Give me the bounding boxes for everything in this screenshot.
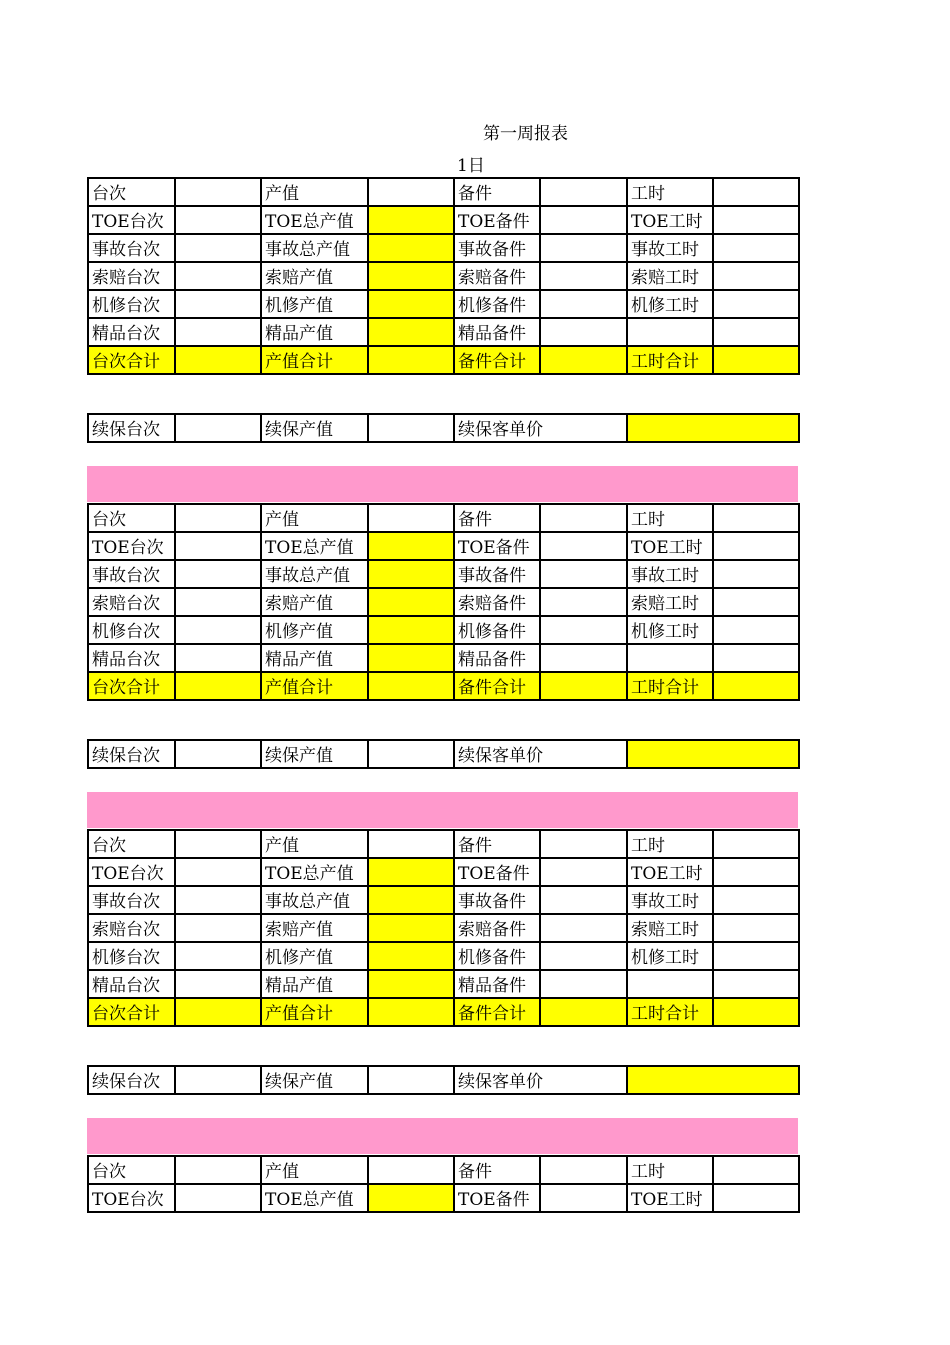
table-row-claim [88,588,799,616]
summary-table-4 [87,1155,800,1213]
cell-value[interactable] [540,1156,627,1184]
cell-value[interactable] [540,914,627,942]
cell-value[interactable] [713,532,799,560]
cell-value[interactable] [175,504,261,532]
cell-label: 事故总产值 [261,234,368,262]
table-row-header [88,830,799,858]
cell-label: TOE总产值 [261,532,368,560]
cell-label [627,318,713,346]
cell-label: 索赔工时 [627,588,713,616]
cell-label: 索赔产值 [261,914,368,942]
cell-label: 产值 [261,178,368,206]
cell-value[interactable] [713,970,799,998]
cell-label: 台次合计 [88,998,175,1026]
cell-value[interactable] [175,414,261,442]
cell-label: TOE备件 [454,206,540,234]
cell-value[interactable] [713,318,799,346]
cell-label: 事故工时 [627,234,713,262]
cell-label: TOE台次 [88,206,175,234]
cell-value[interactable] [540,318,627,346]
cell-value-highlight[interactable] [368,1184,454,1212]
cell-label: 台次 [88,178,175,206]
cell-value[interactable] [175,1184,261,1212]
cell-label: 机修工时 [627,290,713,318]
cell-label: 工时 [627,178,713,206]
cell-value[interactable] [713,262,799,290]
cell-value[interactable] [540,998,627,1026]
table-row-header [88,1156,799,1184]
cell-value-highlight[interactable] [368,318,454,346]
cell-value-highlight[interactable] [627,1066,799,1094]
cell-label: 精品产值 [261,644,368,672]
cell-label: 工时合计 [627,346,713,374]
cell-value[interactable] [368,178,454,206]
cell-value-highlight[interactable] [368,914,454,942]
cell-value[interactable] [713,290,799,318]
cell-label: 备件合计 [454,998,540,1026]
cell-label: 产值合计 [261,672,368,700]
section-separator [87,466,798,502]
table-row-accident [88,886,799,914]
cell-value[interactable] [713,560,799,588]
cell-label [627,644,713,672]
cell-value[interactable] [540,942,627,970]
cell-value-highlight[interactable] [368,970,454,998]
cell-value[interactable] [540,970,627,998]
cell-value[interactable] [540,206,627,234]
cell-label: 事故工时 [627,886,713,914]
table-row-total [88,998,799,1026]
cell-value[interactable] [540,1184,627,1212]
cell-value[interactable] [713,346,799,374]
table-row-renewal [88,740,799,768]
cell-value[interactable] [175,346,261,374]
cell-value[interactable] [540,234,627,262]
cell-label: 精品备件 [454,970,540,998]
cell-value[interactable] [175,262,261,290]
cell-value[interactable] [713,206,799,234]
cell-value[interactable] [713,830,799,858]
cell-value[interactable] [540,532,627,560]
cell-value[interactable] [713,588,799,616]
cell-label: TOE台次 [88,532,175,560]
cell-value-highlight[interactable] [368,234,454,262]
cell-value[interactable] [175,644,261,672]
cell-value[interactable] [175,588,261,616]
cell-value[interactable] [713,886,799,914]
cell-label: 索赔产值 [261,262,368,290]
cell-label: 事故备件 [454,560,540,588]
cell-value-highlight[interactable] [368,886,454,914]
table-row-renewal [88,414,799,442]
cell-value[interactable] [175,616,261,644]
cell-label: 台次 [88,1156,175,1184]
cell-label: 产值合计 [261,998,368,1026]
cell-label: 精品台次 [88,644,175,672]
cell-value-highlight[interactable] [368,532,454,560]
cell-value[interactable] [175,886,261,914]
cell-label: 事故工时 [627,560,713,588]
table-row-repair [88,942,799,970]
cell-value[interactable] [175,560,261,588]
cell-label: 备件 [454,1156,540,1184]
renewal-table-2 [87,739,800,769]
cell-label: 索赔台次 [88,914,175,942]
table-row-header [88,178,799,206]
cell-label: 精品产值 [261,318,368,346]
cell-value[interactable] [713,1156,799,1184]
cell-label: 机修工时 [627,942,713,970]
cell-value[interactable] [175,970,261,998]
cell-label: 续保台次 [88,740,175,768]
cell-value[interactable] [368,998,454,1026]
table-row-boutique [88,970,799,998]
cell-value[interactable] [540,886,627,914]
cell-value-highlight[interactable] [368,262,454,290]
cell-label: 精品备件 [454,644,540,672]
table-row-claim [88,262,799,290]
cell-value[interactable] [175,290,261,318]
cell-label: 工时 [627,1156,713,1184]
cell-label: 机修台次 [88,942,175,970]
cell-label: TOE工时 [627,206,713,234]
cell-value-highlight[interactable] [368,560,454,588]
cell-label: 产值合计 [261,346,368,374]
cell-value[interactable] [368,346,454,374]
cell-label: 备件合计 [454,672,540,700]
table-row-toe [88,532,799,560]
cell-value[interactable] [368,1156,454,1184]
cell-value[interactable] [175,206,261,234]
cell-label: 事故总产值 [261,560,368,588]
cell-label: 产值 [261,504,368,532]
cell-value-highlight[interactable] [368,644,454,672]
summary-table-1 [87,177,800,375]
cell-value[interactable] [713,672,799,700]
table-row-repair [88,616,799,644]
cell-label: 工时合计 [627,672,713,700]
table-row-accident [88,560,799,588]
cell-label: 索赔工时 [627,262,713,290]
cell-label: 机修备件 [454,942,540,970]
cell-label: 产值 [261,1156,368,1184]
cell-value[interactable] [540,588,627,616]
cell-label: 台次合计 [88,672,175,700]
cell-label: 索赔工时 [627,914,713,942]
table-row-claim [88,914,799,942]
cell-label: 精品备件 [454,318,540,346]
cell-label: TOE台次 [88,858,175,886]
summary-table-2 [87,503,800,701]
cell-value[interactable] [175,914,261,942]
table-row-repair [88,290,799,318]
cell-label: TOE备件 [454,532,540,560]
cell-label: 事故台次 [88,560,175,588]
cell-value[interactable] [540,560,627,588]
cell-value[interactable] [713,1184,799,1212]
cell-label: 机修台次 [88,616,175,644]
cell-label: 精品台次 [88,970,175,998]
cell-value-highlight[interactable] [368,290,454,318]
cell-value[interactable] [368,1066,454,1094]
cell-value[interactable] [713,858,799,886]
cell-value[interactable] [368,740,454,768]
cell-value[interactable] [540,290,627,318]
cell-value[interactable] [540,616,627,644]
cell-label: 续保台次 [88,414,175,442]
cell-value[interactable] [713,914,799,942]
table-row-renewal [88,1066,799,1094]
cell-label: 工时合计 [627,998,713,1026]
cell-label: TOE工时 [627,858,713,886]
cell-label: 备件 [454,830,540,858]
cell-label: TOE总产值 [261,858,368,886]
summary-table-3 [87,829,800,1027]
cell-value[interactable] [175,178,261,206]
cell-value[interactable] [540,504,627,532]
renewal-table-1 [87,413,800,443]
cell-value-highlight[interactable] [627,414,799,442]
cell-label: TOE总产值 [261,206,368,234]
cell-value-highlight[interactable] [368,942,454,970]
cell-label: 索赔备件 [454,588,540,616]
table-row-boutique [88,318,799,346]
report-day: 1日 [457,156,485,176]
cell-value-highlight[interactable] [368,588,454,616]
report-title: 第一周报表 [483,124,568,144]
cell-label: TOE备件 [454,1184,540,1212]
table-row-header [88,504,799,532]
cell-label: 续保台次 [88,1066,175,1094]
cell-value[interactable] [368,830,454,858]
cell-label: 事故台次 [88,886,175,914]
cell-label: TOE总产值 [261,1184,368,1212]
section-separator [87,1118,798,1154]
cell-label: 事故总产值 [261,886,368,914]
cell-label: 工时 [627,504,713,532]
cell-value[interactable] [713,942,799,970]
cell-value[interactable] [368,504,454,532]
cell-value[interactable] [175,998,261,1026]
cell-value[interactable] [713,998,799,1026]
cell-value-highlight[interactable] [627,740,799,768]
cell-value[interactable] [540,262,627,290]
cell-label [627,970,713,998]
cell-value[interactable] [368,672,454,700]
cell-label: 台次 [88,830,175,858]
cell-value-highlight[interactable] [368,858,454,886]
table-row-total [88,672,799,700]
cell-label: TOE工时 [627,532,713,560]
cell-label: 备件合计 [454,346,540,374]
table-row-toe [88,206,799,234]
cell-label: 续保产值 [261,1066,368,1094]
cell-label: 续保产值 [261,414,368,442]
section-separator [87,792,798,828]
cell-label: 索赔备件 [454,914,540,942]
cell-label: 索赔产值 [261,588,368,616]
cell-value[interactable] [540,644,627,672]
cell-label: 事故备件 [454,886,540,914]
cell-label: 索赔台次 [88,588,175,616]
cell-value-highlight[interactable] [368,206,454,234]
cell-label: TOE台次 [88,1184,175,1212]
cell-value[interactable] [540,178,627,206]
cell-label: 备件 [454,178,540,206]
cell-label: 续保客单价 [454,740,627,768]
cell-value[interactable] [368,414,454,442]
cell-label: 机修产值 [261,290,368,318]
cell-value[interactable] [540,858,627,886]
cell-label: 事故台次 [88,234,175,262]
cell-value[interactable] [540,672,627,700]
cell-label: 精品产值 [261,970,368,998]
cell-label: 工时 [627,830,713,858]
cell-value[interactable] [175,830,261,858]
table-row-total [88,346,799,374]
cell-value[interactable] [713,616,799,644]
cell-label: 产值 [261,830,368,858]
cell-label: 台次 [88,504,175,532]
table-row-accident [88,234,799,262]
table-row-toe [88,858,799,886]
cell-label: 机修产值 [261,616,368,644]
cell-value[interactable] [175,234,261,262]
cell-label: 机修台次 [88,290,175,318]
cell-value-highlight[interactable] [368,616,454,644]
renewal-table-3 [87,1065,800,1095]
cell-label: 机修产值 [261,942,368,970]
table-row-boutique [88,644,799,672]
cell-value[interactable] [175,1066,261,1094]
cell-value[interactable] [713,178,799,206]
table-row-toe [88,1184,799,1212]
cell-label: 续保产值 [261,740,368,768]
cell-value[interactable] [175,740,261,768]
cell-value[interactable] [540,346,627,374]
cell-label: 索赔台次 [88,262,175,290]
cell-value[interactable] [713,504,799,532]
cell-value[interactable] [175,858,261,886]
cell-label: 续保客单价 [454,1066,627,1094]
cell-label: 机修备件 [454,616,540,644]
cell-label: 精品台次 [88,318,175,346]
cell-value[interactable] [175,672,261,700]
cell-value[interactable] [540,830,627,858]
cell-value[interactable] [175,942,261,970]
cell-label: 索赔备件 [454,262,540,290]
cell-value[interactable] [175,532,261,560]
cell-label: TOE备件 [454,858,540,886]
cell-label: 机修备件 [454,290,540,318]
cell-label: 续保客单价 [454,414,627,442]
cell-value[interactable] [713,644,799,672]
cell-label: 备件 [454,504,540,532]
cell-value[interactable] [175,1156,261,1184]
cell-label: TOE工时 [627,1184,713,1212]
cell-value[interactable] [713,234,799,262]
cell-value[interactable] [175,318,261,346]
cell-label: 台次合计 [88,346,175,374]
cell-label: 机修工时 [627,616,713,644]
cell-label: 事故备件 [454,234,540,262]
